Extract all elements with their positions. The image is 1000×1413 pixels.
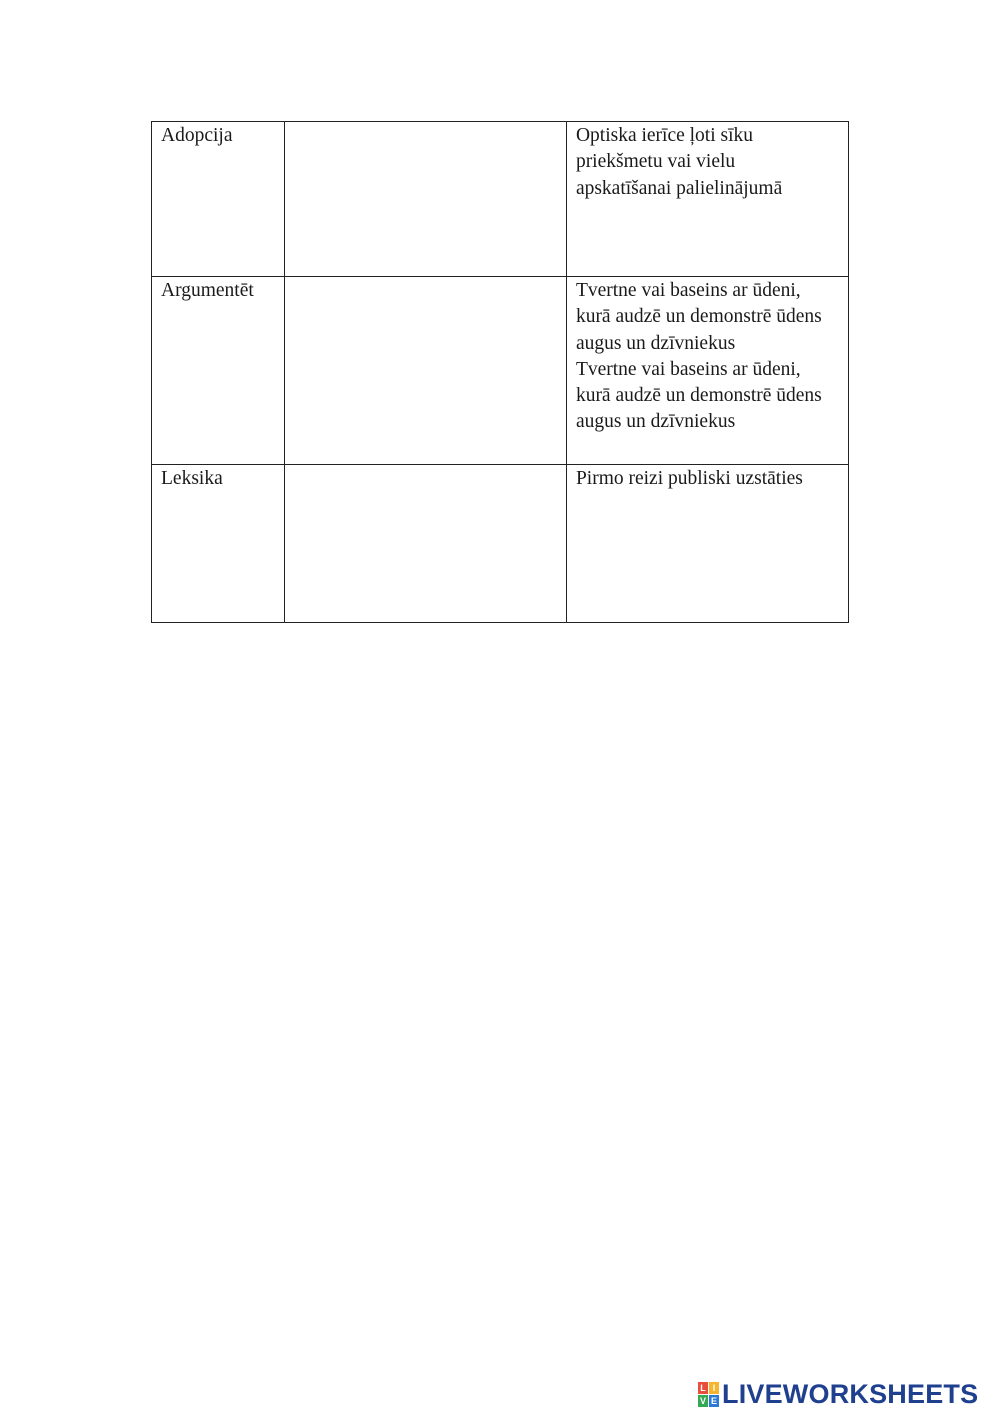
answer-cell[interactable] — [284, 122, 566, 277]
logo-letter: E — [710, 1395, 717, 1406]
table-row — [152, 465, 849, 623]
term-cell: Argumentēt — [152, 277, 285, 465]
definition-cell: Tvertne vai baseins ar ūdeni, kurā audzē un demonstrē ūdens augus un dzīvniekus Tvertne vai baseins ar ūdeni, kurā audzē un demonstrē ūdens augus un dzīvniekus — [566, 277, 848, 465]
term-cell: Adopcija — [152, 122, 285, 277]
logo-letter: V — [699, 1395, 706, 1406]
brand-name: LIVEWORKSHEETS — [722, 1378, 979, 1409]
logo-letter: I — [709, 1382, 719, 1394]
term-cell: Leksika — [152, 465, 285, 623]
table-row — [152, 122, 849, 277]
matching-table — [151, 121, 849, 623]
definition-cell: Pirmo reizi publiski uzstāties — [566, 465, 848, 623]
liveworksheets-logo — [698, 1378, 978, 1410]
logo-letter: L — [698, 1382, 708, 1394]
answer-cell[interactable] — [284, 465, 566, 623]
liveworksheets-icon — [698, 1382, 719, 1407]
answer-cell[interactable] — [284, 277, 566, 465]
definition-cell: Optiska ierīce ļoti sīku priekšmetu vai vielu apskatīšanai palielinājumā — [566, 122, 848, 277]
table-row — [152, 277, 849, 465]
